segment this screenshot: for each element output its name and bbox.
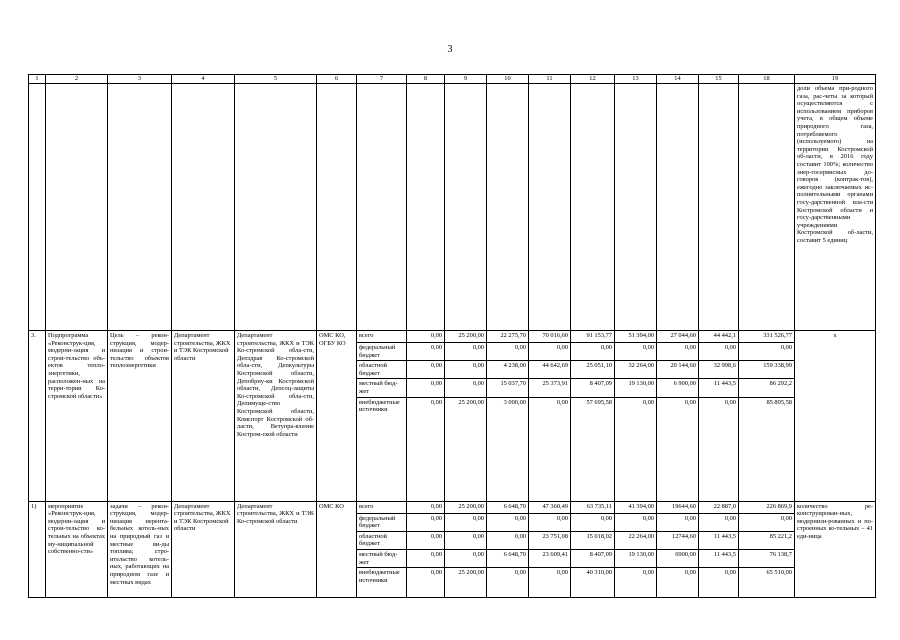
empty-cell xyxy=(699,84,739,331)
funding-value: 226 869,9 xyxy=(739,501,795,513)
funding-row xyxy=(29,331,876,343)
funding-value: 25 200,00 xyxy=(445,501,487,513)
column-number: 8 xyxy=(407,75,445,84)
funding-value: 0,00 xyxy=(739,513,795,531)
funding-value: 6 900,00 xyxy=(657,379,699,397)
funding-value: 0,00 xyxy=(529,513,571,531)
funding-value: 0,00 xyxy=(699,513,739,531)
funding-source: внебюджетные источники xyxy=(357,397,407,501)
funding-source: федеральный бюджет xyxy=(357,343,407,361)
funding-value: 0,00 xyxy=(407,379,445,397)
funding-source: областной бюджет xyxy=(357,361,407,379)
funding-value: 51 394,00 xyxy=(615,331,657,343)
funding-value: 27 044,60 xyxy=(657,331,699,343)
budget-recipient: ОМС КО, ОГБУ КО xyxy=(317,331,357,502)
funding-value: 8 407,09 xyxy=(571,549,615,567)
funding-value: 6900,00 xyxy=(657,549,699,567)
column-number: 5 xyxy=(235,75,317,84)
funding-source: внебюджетные источники xyxy=(357,568,407,598)
funding-value: 19 130,00 xyxy=(615,549,657,567)
empty-cell xyxy=(46,84,108,331)
funding-value: 4 238,00 xyxy=(487,361,529,379)
funding-value: 19 130,00 xyxy=(615,379,657,397)
funding-value: 19644,60 xyxy=(657,501,699,513)
funding-value: 0,00 xyxy=(699,568,739,598)
empty-cell xyxy=(235,84,317,331)
empty-cell xyxy=(108,84,172,331)
funding-value: 25 200,00 xyxy=(445,331,487,343)
funding-value: 47 360,49 xyxy=(529,501,571,513)
empty-cell xyxy=(615,84,657,331)
empty-cell xyxy=(529,84,571,331)
funding-value: 331 526,77 xyxy=(739,331,795,343)
funding-value: 0,00 xyxy=(657,397,699,501)
program-table xyxy=(28,74,876,598)
funding-value: 0,00 xyxy=(407,501,445,513)
funding-value: 0,00 xyxy=(529,397,571,501)
funding-value: 22 275,70 xyxy=(487,331,529,343)
funding-value: 86 292,2 xyxy=(739,379,795,397)
funding-value: 44 642,69 xyxy=(529,361,571,379)
page-number: 3 xyxy=(447,44,453,55)
funding-value: 0,00 xyxy=(407,361,445,379)
funding-value: 0,00 xyxy=(739,343,795,361)
item-number: 3. xyxy=(29,331,46,502)
empty-cell xyxy=(407,84,445,331)
funding-value: 91 153,77 xyxy=(571,331,615,343)
item-goal: Цель – рекон-струкция, модер-низация и строи-тельство объектов теплоэнергетики xyxy=(108,331,172,502)
funding-value: 0,00 xyxy=(445,513,487,531)
funding-value: 0,00 xyxy=(571,513,615,531)
funding-value: 0,00 xyxy=(657,568,699,598)
funding-value: 0,00 xyxy=(407,531,445,549)
funding-source: областной бюджет xyxy=(357,531,407,549)
column-number: 19 xyxy=(795,75,876,84)
column-number: 10 xyxy=(487,75,529,84)
column-number: 18 xyxy=(739,75,795,84)
funding-source: местный бюд-жет xyxy=(357,379,407,397)
funding-value: 76 138,7 xyxy=(739,549,795,567)
empty-cell xyxy=(657,84,699,331)
funding-value: 0,00 xyxy=(407,549,445,567)
funding-value: 0,00 xyxy=(445,531,487,549)
funding-value: 25 051,10 xyxy=(571,361,615,379)
column-number: 7 xyxy=(357,75,407,84)
funding-value: 0,00 xyxy=(657,513,699,531)
column-number: 1 xyxy=(29,75,46,84)
funding-value: 6 648,70 xyxy=(487,501,529,513)
funding-value: 0,00 xyxy=(615,397,657,501)
responsible-executor: Департамент строительства, ЖКХ и ТЭК Костромской области xyxy=(172,331,235,502)
continuation-row xyxy=(29,84,876,331)
funding-value: 63 735,11 xyxy=(571,501,615,513)
funding-value: 6 648,70 xyxy=(487,549,529,567)
co-executors: Департамент строительства, ЖКХ и ТЭК Ко-стромской обла-сти, Депздрав Ко-стромской обла-сти, Депкультуры Костромской области, Депобрну-ки Костромской области, Депсоц-защиты Ко-стромской обла-сти, Депимуще-ство Костромской области, Комспорт Костромской об-ласти, Ветупра-вление Костром-ской области xyxy=(235,331,317,502)
funding-value: 0,00 xyxy=(699,343,739,361)
funding-value: 0,00 xyxy=(407,331,445,343)
funding-value: 0,00 xyxy=(487,568,529,598)
column-number: 11 xyxy=(529,75,571,84)
funding-value: 22 887,0 xyxy=(699,501,739,513)
item-name: Подпрограмма «Реконструк-ция, модерни-зация и строи-тельство объ-ектов тепло-энергетики, расположен-ных на терри-тории Ко-стромской области» xyxy=(46,331,108,502)
column-number: 15 xyxy=(699,75,739,84)
co-executors: Департамент строительства, ЖКХ и ТЭК Ко-стромской области xyxy=(235,501,317,598)
target-indicator: х xyxy=(795,331,876,502)
funding-value: 0,00 xyxy=(445,379,487,397)
funding-value: 15 018,02 xyxy=(571,531,615,549)
funding-value: 0,00 xyxy=(407,343,445,361)
empty-cell xyxy=(29,84,46,331)
target-indicator: количество ре-конструирован-ных, модернизи-рованных и по-строенных ко-тельных – 41 еди-ница xyxy=(795,501,876,598)
column-number: 14 xyxy=(657,75,699,84)
column-number: 2 xyxy=(46,75,108,84)
funding-value: 0,00 xyxy=(445,361,487,379)
funding-value: 23 751,08 xyxy=(529,531,571,549)
funding-value: 0,00 xyxy=(487,513,529,531)
funding-value: 25 200,00 xyxy=(445,568,487,598)
funding-value: 22 264,00 xyxy=(615,531,657,549)
funding-value: 0,00 xyxy=(699,397,739,501)
funding-value: 12744,60 xyxy=(657,531,699,549)
column-number: 13 xyxy=(615,75,657,84)
funding-value: 70 016,60 xyxy=(529,331,571,343)
item-name: мероприятие «Реконструк-ция, модерни-зация и строи-тельство ко-тельных на объектах му-ниципальной собственно-сти» xyxy=(46,501,108,598)
column-number: 12 xyxy=(571,75,615,84)
funding-value: 41 394,00 xyxy=(615,501,657,513)
funding-source: всего xyxy=(357,331,407,343)
funding-value: 0,00 xyxy=(445,549,487,567)
empty-cell xyxy=(739,84,795,331)
column-number: 9 xyxy=(445,75,487,84)
item-number: 1) xyxy=(29,501,46,598)
empty-cell xyxy=(172,84,235,331)
funding-value: 0,00 xyxy=(615,343,657,361)
funding-value: 85 895,58 xyxy=(739,397,795,501)
funding-value: 57 695,58 xyxy=(571,397,615,501)
funding-source: всего xyxy=(357,501,407,513)
funding-value: 0,00 xyxy=(529,343,571,361)
funding-value: 8 407,09 xyxy=(571,379,615,397)
funding-value: 0,00 xyxy=(487,343,529,361)
funding-value: 0,00 xyxy=(407,513,445,531)
funding-value: 0,00 xyxy=(487,531,529,549)
funding-value: 3 000,00 xyxy=(487,397,529,501)
funding-value: 25 200,00 xyxy=(445,397,487,501)
funding-value: 0,00 xyxy=(615,513,657,531)
funding-value: 0,00 xyxy=(615,568,657,598)
funding-value: 0,00 xyxy=(407,568,445,598)
empty-cell xyxy=(445,84,487,331)
budget-recipient: ОМС КО xyxy=(317,501,357,598)
funding-value: 0,00 xyxy=(657,343,699,361)
funding-value: 32 998,6 xyxy=(699,361,739,379)
funding-value: 65 510,00 xyxy=(739,568,795,598)
funding-value: 11 443,5 xyxy=(699,531,739,549)
funding-source: местный бюд-жет xyxy=(357,549,407,567)
funding-value: 40 310,00 xyxy=(571,568,615,598)
funding-value: 0,00 xyxy=(407,397,445,501)
funding-value: 159 338,99 xyxy=(739,361,795,379)
funding-value: 44 442,1 xyxy=(699,331,739,343)
funding-value: 23 609,41 xyxy=(529,549,571,567)
funding-value: 85 221,2 xyxy=(739,531,795,549)
column-number: 6 xyxy=(317,75,357,84)
funding-value: 0,00 xyxy=(571,343,615,361)
funding-value: 11 443,5 xyxy=(699,549,739,567)
funding-value: 0,00 xyxy=(445,343,487,361)
funding-value: 11 443,5 xyxy=(699,379,739,397)
column-number: 4 xyxy=(172,75,235,84)
empty-cell xyxy=(357,84,407,331)
funding-value: 25 373,91 xyxy=(529,379,571,397)
funding-value: 20 144,60 xyxy=(657,361,699,379)
funding-value: 0,00 xyxy=(529,568,571,598)
column-number-row xyxy=(29,75,876,84)
empty-cell xyxy=(487,84,529,331)
responsible-executor: Департамент строительства, ЖКХ и ТЭК Костромской области xyxy=(172,501,235,598)
column-number: 3 xyxy=(108,75,172,84)
funding-row xyxy=(29,501,876,513)
funding-value: 15 037,70 xyxy=(487,379,529,397)
funding-source: федеральный бюджет xyxy=(357,513,407,531)
funding-value: 32 264,00 xyxy=(615,361,657,379)
item-goal: задачи – рекон-струкция, модер-низация нерента-бельных котель-ных на природный газ и местные ви-ды топлива; стро-ительство котель-ных, работающих на природном газе и местных видах xyxy=(108,501,172,598)
indicator-text: доли объема при-родного газа, рас-четы за который осуществляются с использованием приборов учета, в общем объеме природного газа, потребляемого (используемого) на территории Костромской об-ласти, в 2016 году составит 100%; количество энер-госервисных до-говоров (контрак-тов), ежегодно заключаемых ис-полнительными органами госу-дарственной вла-сти Костромской области и госу-дарственными учреждениями Костромской об-ласти, составит 5 единиц xyxy=(795,84,876,331)
empty-cell xyxy=(317,84,357,331)
empty-cell xyxy=(571,84,615,331)
